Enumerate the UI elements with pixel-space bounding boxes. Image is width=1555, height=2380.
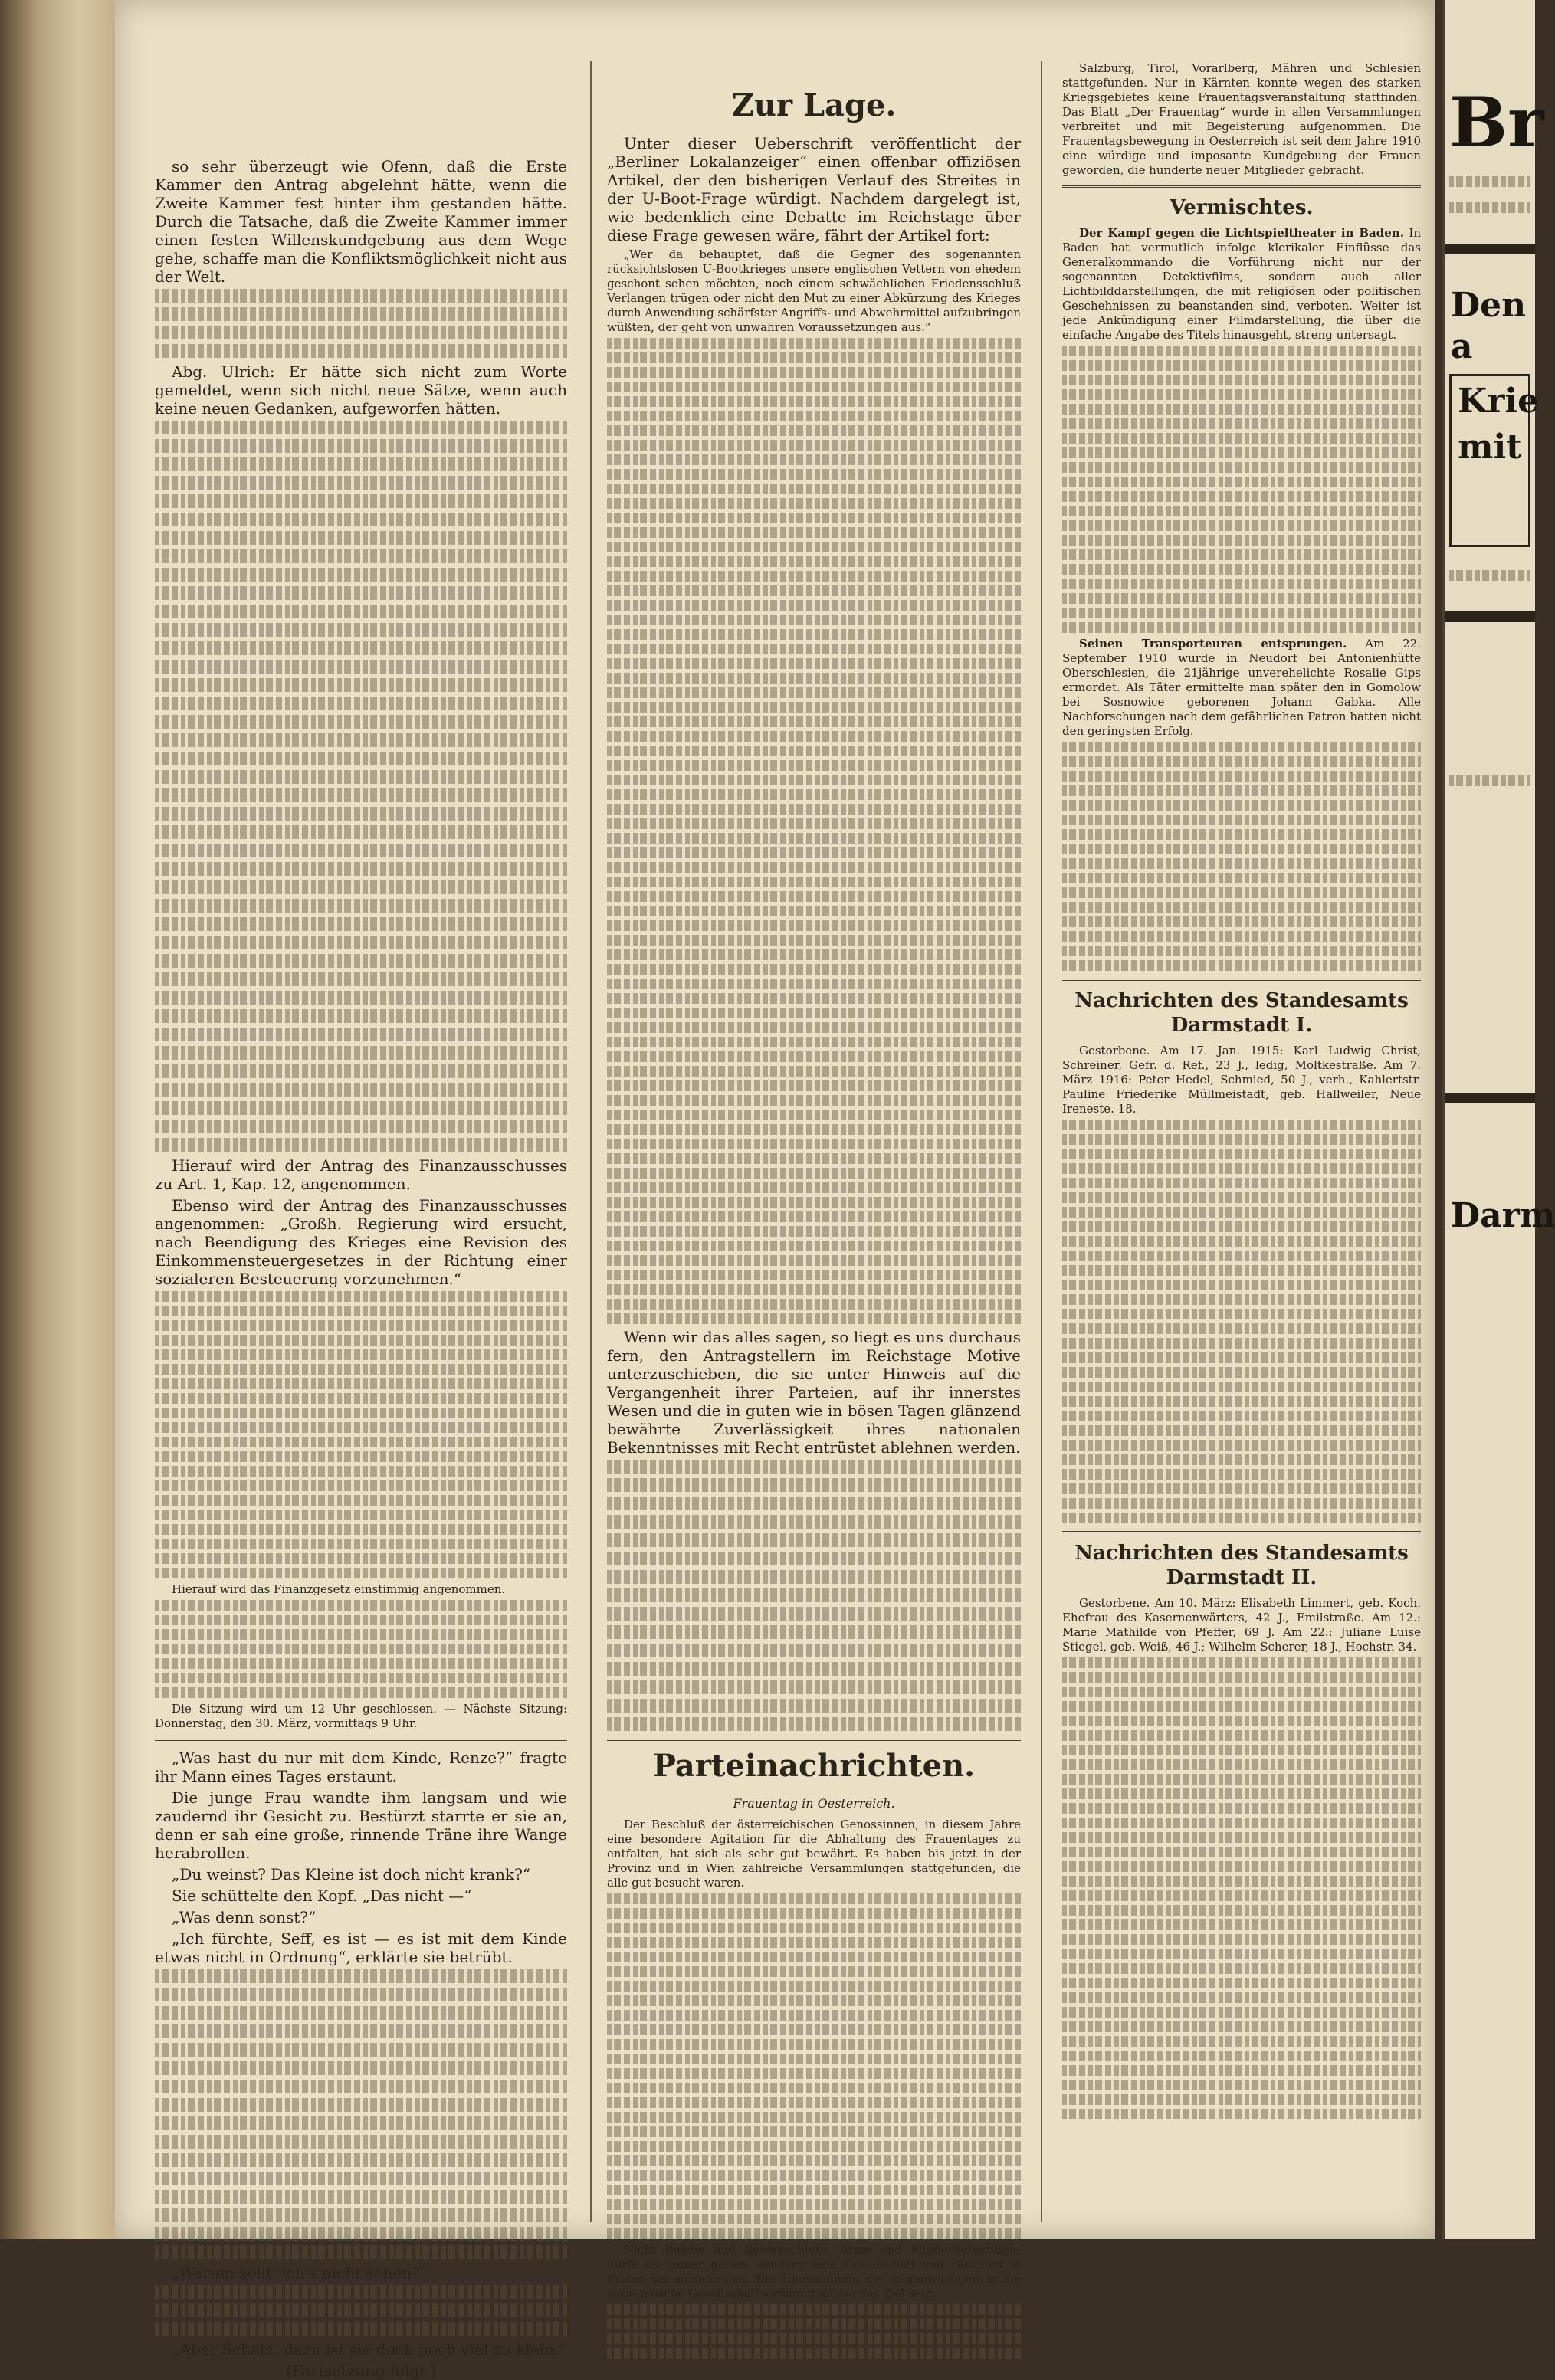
item-text: Am 22. September 1910 wurde in Neudorf bei Antonienhütte Oberschlesien, die 21jährige unverehelichte Rosalie Gips ermordet. Als Täter ermittelte man später den in Gomolow bei Sosnowice geborenen Johann Gabka. Alle Nachforschungen nach dem gefährlichen Patron hatten nicht den geringsten Erfolg. xyxy=(1062,637,1421,738)
article-paragraph: Abg. Ulrich: Er hätte sich nicht zum Worte gemeldet, wenn sich nicht neue Sätze, wenn auch keine neuen Gedanken, aufgeworfen hätten. xyxy=(155,362,567,418)
story-paragraph: Die junge Frau wandte ihm langsam und wie zaudernd ihr Gesicht zu. Bestürzt starrte er sie an, denn er sah eine große, rinnende Träne ihre Wange herabrollen. xyxy=(155,1788,567,1862)
story-paragraph: „Du weinst? Das Kleine ist doch nicht krank?“ xyxy=(172,1865,531,1883)
column-two xyxy=(607,80,1021,2362)
article-paragraph: Der Beschluß der österreichischen Genossinnen, in diesem Jahre eine besondere Agitation für die Abhaltung des Frauentages zu entfalten, hat sich als sehr gut bewährt. Es haben bis jetzt in der Provinz und in Wien zahlreiche Versammlungen stattgefunden, die alle gut besucht waren. xyxy=(607,1818,1021,1890)
section-divider xyxy=(1062,1531,1421,1533)
section-divider xyxy=(1062,979,1421,981)
story-paragraph: „Warum sollt' ich's nicht sehen?“ xyxy=(172,2264,428,2282)
section-divider xyxy=(1062,185,1421,188)
registry-headline: Nachrichten des Standesamts Darmstadt I. xyxy=(1074,989,1409,1037)
article-paragraph: so sehr überzeugt wie Ofenn, daß die Erste Kammer den Antrag abgelehnt hätte, wenn die Zweite Kammer fest hinter ihm gestanden hätte. Durch die Tatsache, daß die Zweite Kammer immer einen festen Willenskundgebung aus dem Wege gehe, schaffe man die Konfliktsmöglichkeit nicht aus der Welt. xyxy=(155,157,567,286)
section-headline: Parteinachrichten. xyxy=(652,1748,976,1784)
section-divider xyxy=(155,1739,567,1741)
column-three xyxy=(1062,61,1421,2123)
article-intro: Unter dieser Ueberschrift veröffentlicht der „Berliner Lokalanzeiger“ einen offenbar offiziösen Artikel, der den bisherigen Verlauf des Streites in der U-Boot-Frage würdigt. Nachdem dargelegt ist, wie bedenklich eine Debatte im Reichstage über diese Frage gewesen wäre, fährt der Artikel fort: xyxy=(607,134,1021,244)
book-spine-binding xyxy=(0,0,115,2239)
registry-headline: Nachrichten des Standesamts Darmstadt II. xyxy=(1074,1542,1409,1589)
section-divider xyxy=(607,1739,1021,1741)
adjacent-page-advertisement xyxy=(1442,0,1555,2239)
article-paragraph: Wenn wir das alles sagen, so liegt es uns durchaus fern, den Antragstellern im Reichstage Motive unterzuschieben, die sie unter Hinweis auf die Vergangenheit ihrer Parteien, auf ihr innerstes Wesen und die in guten wie in bösen Tagen glänzend bewährte Zuverlässigkeit ihres nationalen Bekenntnisses mit Recht entrüstet ablehnen werden. xyxy=(607,1328,1021,1457)
story-paragraph: „Aber Schatz, dazu ist sie doch noch viel zu klein.“ xyxy=(172,2340,567,2359)
registry-entries: Gestorbene. Am 17. Jan. 1915: Karl Ludwig Christ, Schreiner, Gefr. d. Ref., 23 J., ledig, Moltkestraße. Am 7. März 1916: Peter Hedel, Schmied, 50 J., verh., Kahlertstr. Pauline Friederike Müllmeistadt, geb. Hallweiler, Neue Ireneste. 18. xyxy=(1062,1044,1421,1116)
ad-title: Br xyxy=(1449,82,1544,163)
newspaper-page xyxy=(115,0,1435,2380)
ad-text: Den a xyxy=(1451,286,1527,366)
column-one xyxy=(155,157,567,2380)
continuation-note: (Fortsetzung folgt.) xyxy=(285,2362,437,2380)
item-lead: Der Kampf gegen die Lichtspieltheater in Baden. xyxy=(1079,226,1404,240)
ad-text: Darm xyxy=(1451,1196,1555,1235)
ad-text: Krie xyxy=(1458,382,1540,421)
article-paragraph: Salzburg, Tirol, Vorarlberg, Mähren und Schlesien stattgefunden. Nur in Kärnten konnte wegen des starken Kriegsgebietes keine Frauentagsveranstaltung stattfinden. Das Blatt „Der Frauentag“ wurde in allen Versammlungen verbreitet und mit Begeisterung aufgenommen. Die Frauentagsbewegung in Oesterreich ist seit dem Jahre 1910 eine würdige und imposante Kundgebung der Frauen geworden, die hunderte neuer Mitglieder gebracht. xyxy=(1062,61,1421,177)
article-headline: Zur Lage. xyxy=(731,87,897,123)
registry-entries: Gestorbene. Am 10. März: Elisabeth Limmert, geb. Koch, Ehefrau des Kasernenwärters, 42 J., Emilstraße. Am 12.: Marie Mathilde von Pfeffer, 69 J. Am 22.: Juliane Luise Stiegel, geb. Weiß, 46 J.; Wilhelm Scherer, 18 J., Hochstr. 34. xyxy=(1062,1596,1421,1654)
item-text: In Baden hat vermutlich infolge klerikaler Einflüsse das Generalkommando die Vorführung nicht nur der sogenannten Detektivfilms, sondern auch aller Lichtbilddarstellungen, die mit religiösen oder politischen Geschehnissen zu beanstanden sind, verboten. Weiter ist jede Ankündigung einer Filmdarstellung, die über die einfache Angabe des Titels hinausgeht, streng untersagt. xyxy=(1062,226,1421,342)
story-paragraph: „Was hast du nur mit dem Kinde, Renze?“ fragte ihr Mann eines Tages erstaunt. xyxy=(155,1749,567,1785)
ad-divider xyxy=(1445,1093,1535,1103)
article-paragraph: Hierauf wird der Antrag des Finanzausschusses zu Art. 1, Kap. 12, angenommen. xyxy=(155,1156,567,1193)
column-rule xyxy=(1041,61,1042,2222)
session-closing-note: Die Sitzung wird um 12 Uhr geschlossen. — Nächste Sitzung: Donnerstag, den 30. März, vormittags 9 Uhr. xyxy=(155,1702,567,1730)
section-headline: Vermischtes. xyxy=(1170,196,1314,219)
story-paragraph: Sie schüttelte den Kopf. „Das nicht —“ xyxy=(172,1887,472,1905)
section-subtitle: Frauentag in Oesterreich. xyxy=(733,1796,895,1811)
ad-box xyxy=(1449,374,1540,547)
article-paragraph: Hierauf wird das Finanzgesetz einstimmig angenommen. xyxy=(172,1582,506,1596)
ad-text: mit xyxy=(1458,428,1522,467)
item-lead: Seinen Transporteuren entsprungen. xyxy=(1079,637,1347,651)
article-paragraph: Nicht Reiche und Bevorrechtete, Arme und Minderberechtigte dürfe es immer geben, sondern eine Gesellschaft von Gleichen in Freien sei anzustreben. Die Umwandlung der gegenwärtigen in die sozialistische Gesellschaftsordnung müsse das Ziel sein. xyxy=(607,2243,1021,2300)
story-paragraph: „Was denn sonst?“ xyxy=(172,1908,317,1926)
ad-divider xyxy=(1445,611,1535,622)
article-paragraph: Ebenso wird der Antrag des Finanzausschusses angenommen: „Großh. Regierung wird ersucht, nach Beendigung des Krieges eine Revision des Einkommensteuergesetzes in der Richtung einer sozialeren Besteuerung vorzunehmen.“ xyxy=(155,1196,567,1288)
ad-divider xyxy=(1445,244,1535,254)
story-paragraph: „Ich fürchte, Seff, es ist — es ist mit dem Kinde etwas nicht in Ordnung“, erklärte sie betrübt. xyxy=(155,1929,567,1966)
article-quote: „Wer da behauptet, daß die Gegner des sogenannten rücksichtslosen U-Bootkrieges unsere englischen Vettern von ehedem geschont sehen möchten, noch einem schwächlichen Friedensschluß Verlangen trügen oder nicht den Mut zu einer Abkürzung des Krieges durch Anwendung schärfster Angriffs- und Abwehrmittel aufzubringen wüßten, der geht von unwahren Voraussetzungen aus.“ xyxy=(607,248,1021,334)
column-rule xyxy=(590,61,592,2222)
